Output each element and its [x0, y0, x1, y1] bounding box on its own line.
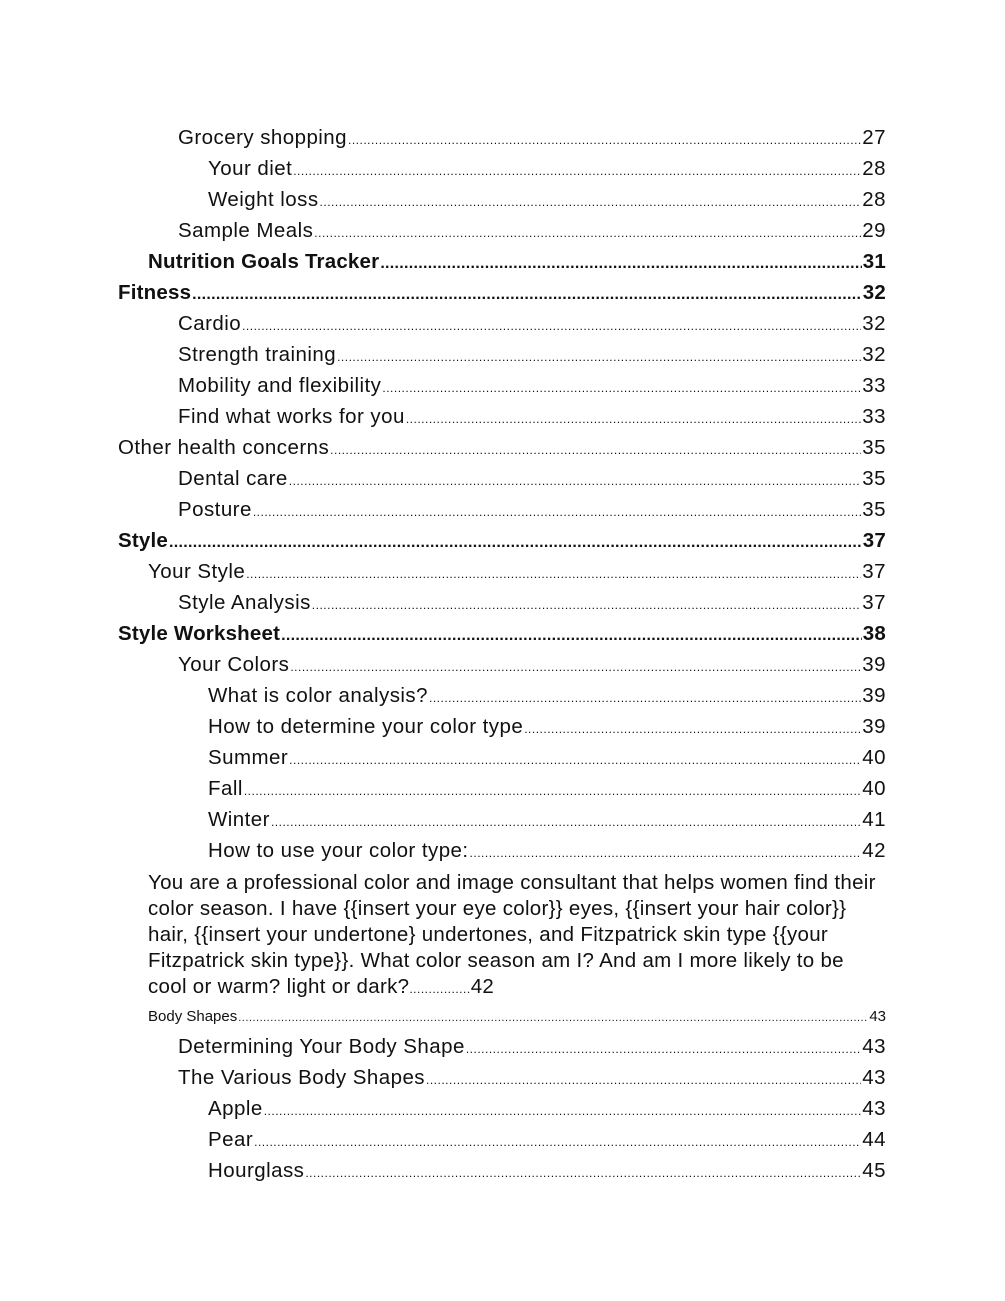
toc-entry[interactable]	[208, 773, 886, 804]
toc-entry-label: Strength training	[178, 343, 337, 366]
toc-entry[interactable]	[118, 525, 886, 556]
toc-entry-page: 35	[862, 436, 886, 459]
toc-entry[interactable]	[118, 277, 886, 308]
toc-entry-label: Mobility and flexibility	[178, 374, 382, 397]
toc-entry-label: Cardio	[178, 312, 242, 335]
toc-entry-label: Pear	[208, 1128, 254, 1151]
dot-leader	[192, 279, 862, 310]
toc-entry[interactable]	[208, 835, 886, 866]
toc-entry-label: Weight loss	[208, 188, 319, 211]
dot-leader	[305, 1158, 861, 1189]
dot-leader	[382, 373, 861, 404]
toc-entry[interactable]	[178, 308, 886, 339]
toc-entry-label: Style Worksheet	[118, 622, 281, 645]
toc-entry-label: Your Style	[148, 560, 246, 583]
toc-entry-label: Fitness	[118, 281, 192, 304]
toc-entry[interactable]	[178, 1031, 886, 1062]
toc-entry-page: 44	[862, 1128, 886, 1151]
toc-entry-page: 43	[862, 1066, 886, 1089]
dot-leader	[337, 342, 861, 373]
toc-entry-label: The Various Body Shapes	[178, 1066, 426, 1089]
toc-entry-page: 31	[862, 250, 886, 273]
dot-leader	[254, 1127, 861, 1158]
toc-entry-page: 27	[862, 126, 886, 149]
toc-entry-page: 29	[862, 219, 886, 242]
dot-leader	[242, 311, 861, 342]
dot-leader	[264, 1096, 862, 1127]
toc-entry-label: You are a professional color and image consultant that helps women find their color season. I have {{insert your eye color}} eyes, {{insert your hair color}} hair, {{insert your undertone} undertones, and Fitzpatrick skin type {{your Fitzpatrick skin type}}. What color season am I? And am I more likely to be cool or warm? light or dark?	[148, 871, 876, 998]
dot-leader	[281, 620, 862, 651]
toc-entry-page: 32	[862, 343, 886, 366]
toc-entry-label: Posture	[178, 498, 252, 521]
toc-entry-page: 43	[862, 1097, 886, 1120]
toc-entry-label: Style Analysis	[178, 591, 311, 614]
toc-entry-page: 35	[862, 498, 886, 521]
toc-entry[interactable]	[208, 184, 886, 215]
toc-entry-label: How to determine your color type	[208, 715, 524, 738]
toc-entry[interactable]	[148, 246, 886, 277]
toc-entry-label: Sample Meals	[178, 219, 314, 242]
toc-entry[interactable]	[208, 1155, 886, 1186]
dot-leader	[320, 187, 862, 218]
toc-entry-page: 35	[862, 467, 886, 490]
toc-entry-label: Apple	[208, 1097, 263, 1120]
toc-entry-label: Your diet	[208, 157, 293, 180]
toc-entry-page: 42	[862, 839, 886, 862]
dot-leader	[426, 1065, 861, 1096]
toc-entry-label: Hourglass	[208, 1159, 305, 1182]
toc-entry-color-prompt[interactable]	[148, 870, 886, 1002]
toc-entry-page: 37	[862, 529, 886, 552]
toc-entry-label: Grocery shopping	[178, 126, 348, 149]
dot-leader	[312, 590, 862, 621]
toc-entry-page: 33	[862, 405, 886, 428]
toc-entry[interactable]	[178, 339, 886, 370]
toc-entry[interactable]	[208, 1124, 886, 1155]
toc-entry-page: 40	[862, 777, 886, 800]
toc-entry[interactable]	[208, 711, 886, 742]
dot-leader	[246, 559, 861, 590]
toc-entry[interactable]	[178, 122, 886, 153]
toc-entry-label: Style	[118, 529, 168, 552]
toc-entry-label: Your Colors	[178, 653, 290, 676]
toc-entry[interactable]	[148, 556, 886, 587]
toc-entry-label: Fall	[208, 777, 243, 800]
dot-leader	[330, 435, 861, 466]
toc-entry-page: 39	[862, 684, 886, 707]
dot-leader	[524, 714, 861, 745]
toc-entry[interactable]	[118, 618, 886, 649]
toc-list-top	[0, 122, 1005, 866]
toc-entry[interactable]	[178, 215, 886, 246]
toc-entry-page: 37	[862, 591, 886, 614]
dot-leader	[314, 218, 861, 249]
dot-leader	[238, 1004, 868, 1032]
toc-entry-page: 42	[470, 975, 495, 998]
toc-entry-page: 45	[862, 1159, 886, 1182]
toc-entry-page: 43	[869, 1008, 886, 1025]
toc-entry-label: Other health concerns	[118, 436, 330, 459]
toc-entry-page: 32	[862, 312, 886, 335]
toc-entry-page: 39	[862, 653, 886, 676]
toc-entry-page: 28	[862, 188, 886, 211]
dot-leader	[289, 466, 862, 497]
toc-entry[interactable]	[178, 401, 886, 432]
toc-entry-page: 28	[862, 157, 886, 180]
toc-entry-page: 32	[862, 281, 886, 304]
toc-entry-label: What is color analysis?	[208, 684, 428, 707]
toc-entry[interactable]	[178, 494, 886, 525]
dot-leader	[348, 125, 861, 156]
dot-leader	[466, 1034, 861, 1065]
toc-entry-body-shapes[interactable]	[148, 1003, 886, 1031]
dot-leader	[169, 527, 862, 558]
toc-entry-label: Dental care	[178, 467, 288, 490]
toc-list-bottom	[0, 1031, 1005, 1186]
toc-entry-label: Find what works for you	[178, 405, 405, 428]
toc-entry[interactable]	[208, 804, 886, 835]
toc-entry[interactable]	[208, 742, 886, 773]
toc-entry-page: 43	[862, 1035, 886, 1058]
table-of-contents	[0, 122, 1005, 1186]
toc-entry-page: 38	[862, 622, 886, 645]
toc-entry-label: Determining Your Body Shape	[178, 1035, 465, 1058]
toc-entry-label: Summer	[208, 746, 289, 769]
toc-entry[interactable]	[178, 587, 886, 618]
toc-entry-label: How to use your color type:	[208, 839, 469, 862]
dot-leader	[290, 652, 861, 683]
toc-entry-label: Winter	[208, 808, 270, 831]
toc-entry-page: 40	[862, 746, 886, 769]
toc-entry-page: 39	[862, 715, 886, 738]
toc-entry-page: 41	[862, 808, 886, 831]
dot-leader	[293, 156, 861, 187]
dot-leader	[380, 248, 861, 279]
dot-leader	[406, 404, 861, 435]
dot-leader	[253, 497, 861, 528]
toc-entry[interactable]	[118, 432, 886, 463]
dot-leader	[271, 807, 861, 838]
toc-entry[interactable]	[208, 680, 886, 711]
toc-entry-page: 37	[862, 560, 886, 583]
toc-entry[interactable]	[208, 153, 886, 184]
toc-entry-label: Body Shapes	[148, 1008, 238, 1025]
toc-entry[interactable]	[178, 370, 886, 401]
dot-leader	[289, 745, 861, 776]
dot-leader	[429, 683, 861, 714]
toc-entry[interactable]	[178, 649, 886, 680]
dot-leader	[470, 838, 862, 869]
dot-leader	[409, 982, 470, 996]
toc-entry[interactable]	[208, 1093, 886, 1124]
dot-leader	[244, 776, 861, 807]
toc-entry[interactable]	[178, 463, 886, 494]
toc-entry-label: Nutrition Goals Tracker	[148, 250, 380, 273]
toc-entry[interactable]	[178, 1062, 886, 1093]
toc-entry-page: 33	[862, 374, 886, 397]
